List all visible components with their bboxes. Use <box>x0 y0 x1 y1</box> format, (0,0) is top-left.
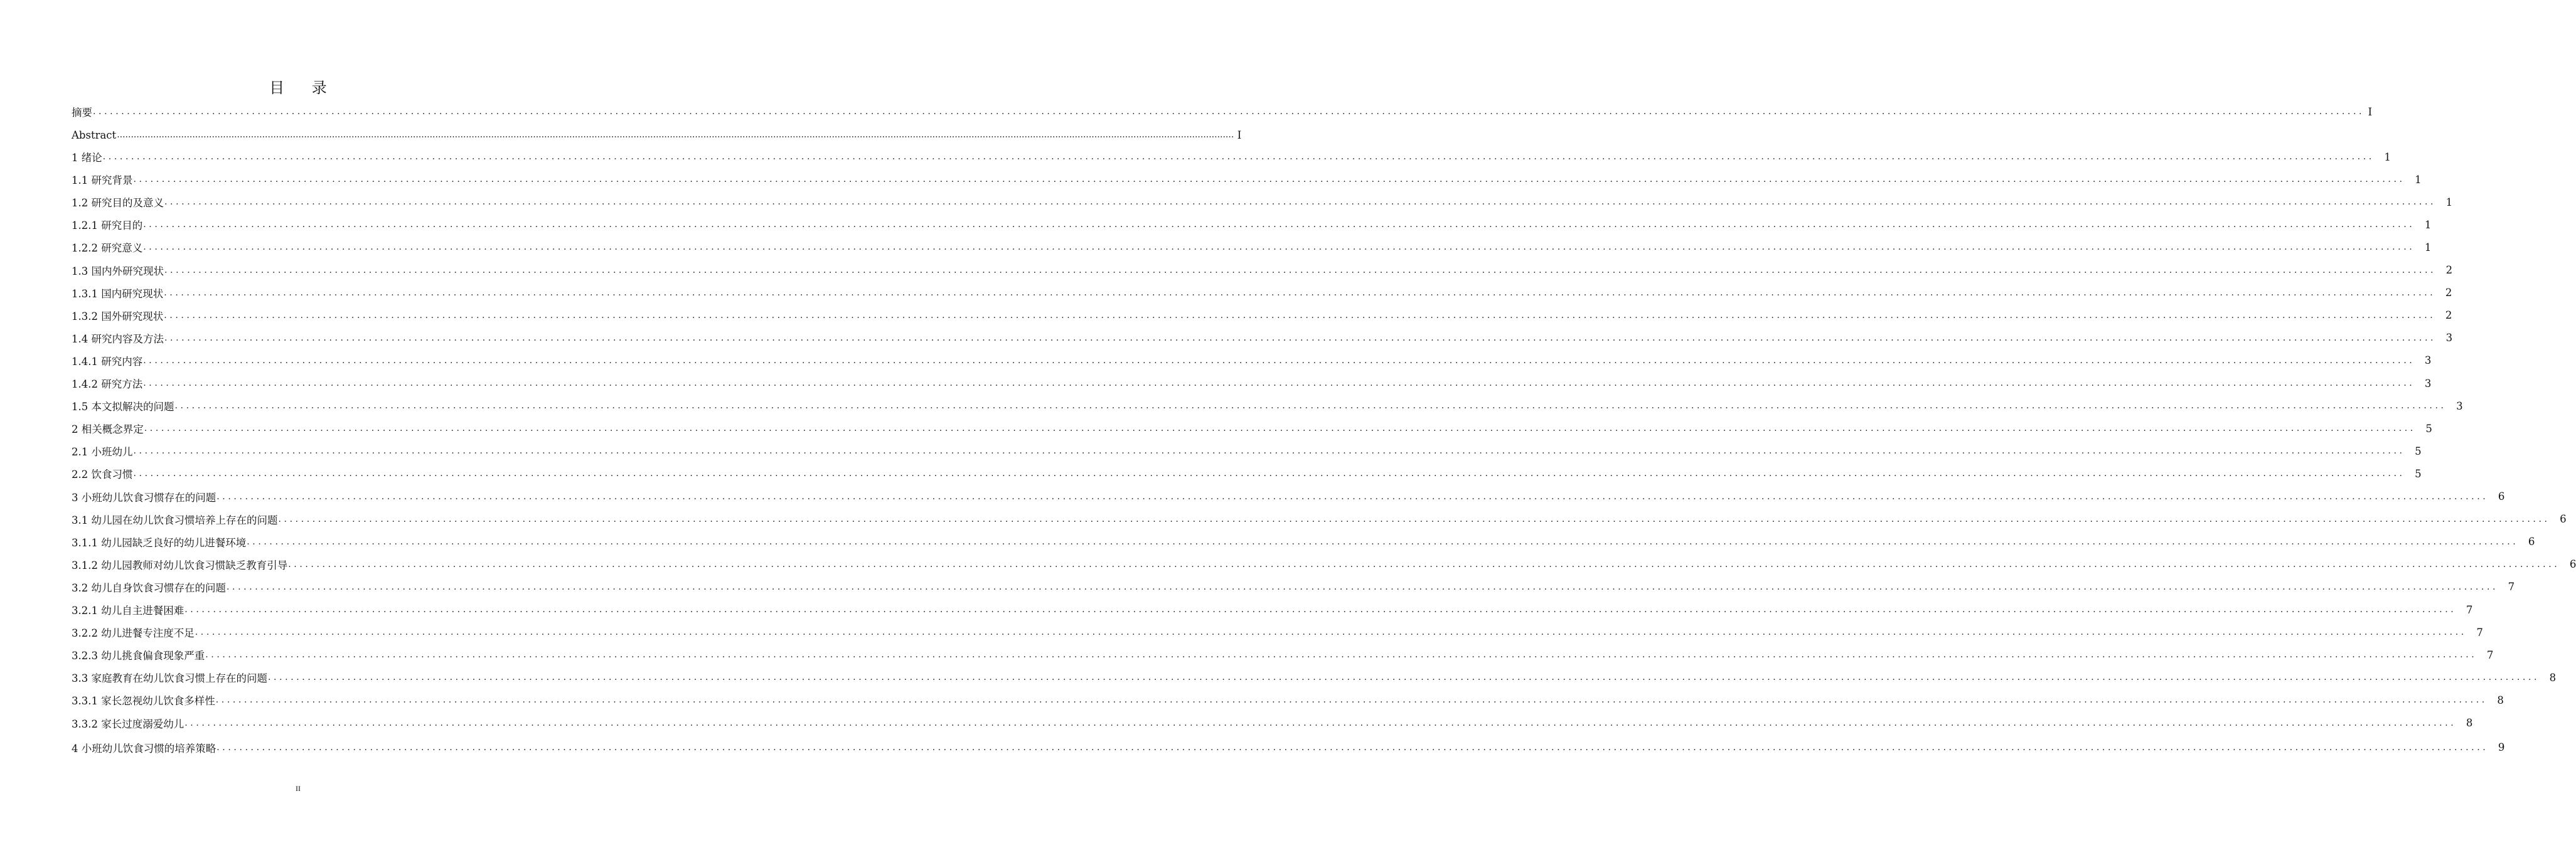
toc-entry[interactable] <box>72 736 2505 759</box>
toc-entry-label: 3.1 幼儿园在幼儿饮食习惯培养上存在的问题 <box>72 514 278 526</box>
toc-entry-page: 7 <box>2508 581 2515 593</box>
toc-entry[interactable] <box>72 508 2567 531</box>
toc-entry-label: 3.2.2 幼儿进餐专注度不足 <box>72 627 195 640</box>
toc-entry[interactable] <box>72 259 2453 282</box>
toc-entry-page: 7 <box>2486 649 2494 661</box>
toc-entry[interactable] <box>72 598 2473 621</box>
toc-entry[interactable] <box>72 349 2432 372</box>
toc-entry-page: 1 <box>2384 151 2391 163</box>
toc-entry[interactable] <box>72 168 2422 191</box>
toc-entry[interactable] <box>72 146 2391 168</box>
toc-entry[interactable] <box>72 372 2432 395</box>
toc-entry-page: 3 <box>2456 400 2463 412</box>
toc-entry-page: 6 <box>2528 536 2535 548</box>
toc-entry-label: 1.3.2 国外研究现状 <box>72 310 164 322</box>
toc-leader-dots: ................................................................................................................................................................................................................................................................................................................................................................................................................ <box>174 401 2447 411</box>
toc-leader-dots: ................................................................................................................................................................................................................................................................................................................................................................................................................ <box>102 152 2375 162</box>
toc-leader-dots: ................................................................................................................................................................................................................................................................................................................................................................................................................ <box>143 355 2415 366</box>
toc-leader-dots: ................................................................................................................................................................................................................................................................................................................................................................................................................ <box>278 514 2550 524</box>
toc-entry-page: 1 <box>2424 241 2432 253</box>
toc-entry[interactable] <box>72 666 2557 689</box>
toc-entry-label: 1.3.1 国内研究现状 <box>72 287 164 300</box>
page-title: 目 录 <box>269 79 338 97</box>
toc-entry-page: I <box>1237 129 1242 141</box>
toc-leader-dots: ................................................................................................................................................................................................................................................................................................................................................................................................................ <box>143 220 2415 230</box>
toc-entry[interactable] <box>72 440 2422 462</box>
toc-entry-page: 3 <box>2424 377 2432 390</box>
toc-leader-dots: ................................................................................................................................................................................................................................................................................................................................................................................................................ <box>184 718 2457 728</box>
toc-leader-dots: ................................................................................................................................................................................................................................................................................................................................................................................................................ <box>195 627 2467 638</box>
toc-entry-label: 2.2 饮食习惯 <box>72 469 133 481</box>
toc-entry-label: 3.3.2 家长过度溺爱幼儿 <box>72 718 184 730</box>
toc-entry-label: 1.1 研究背景 <box>72 174 133 187</box>
toc-entry-page: 1 <box>2415 173 2422 186</box>
toc-entry-label: 1.4.2 研究方法 <box>72 378 143 390</box>
toc-leader-dots: ................................................................................................................................................................................................................................................................................................................................................................................................................ <box>216 742 2489 753</box>
toc-entry-page: 8 <box>2466 717 2473 729</box>
toc-leader-dots: ................................................................................................................................................................................................................................................................................................................................................................................................................ <box>144 423 2416 434</box>
toc-leader-dots: ................................................................................................................................................................................................................................................................................................................................................................................................................ <box>215 695 2488 706</box>
toc-leader-dots: ................................................................................................................................................................................................................................................................................................................................................................................................................ <box>227 581 2499 592</box>
toc-leader-dots: ................................................................................................................................................................................................................................................................................................................................................................................................................ <box>133 174 2405 185</box>
toc-entry-label: 1.2.2 研究意义 <box>72 242 143 255</box>
toc-leader-dots: ................................................................................................................................................................................................................................................................................................................................................................................................................ <box>184 605 2457 615</box>
toc-entry-label: 3 小班幼儿饮食习惯存在的问题 <box>72 491 216 504</box>
toc-entry[interactable] <box>72 644 2494 666</box>
toc-entry-label: 3.3 家庭教育在幼儿饮食习惯上存在的问题 <box>72 672 267 685</box>
toc-leader-dots: ................................................................................................................................................................................................................................................................................................................................................................................................................ <box>143 242 2415 253</box>
toc-entry-page: 1 <box>2445 196 2453 208</box>
toc-entry-label: 1 绪论 <box>72 152 102 164</box>
toc-entry-label: 3.3.1 家长忽视幼儿饮食多样性 <box>72 695 215 708</box>
toc-leader-dots: ................................................................................................................................................................................................................................................................................................................................................................................................................ <box>205 650 2477 660</box>
toc-entry-label: 1.4 研究内容及方法 <box>72 332 164 345</box>
toc-entry-page: 1 <box>2424 218 2432 231</box>
toc-entry[interactable] <box>72 124 1242 146</box>
toc-entry-label: 1.4.1 研究内容 <box>72 355 143 368</box>
toc-entry-label: 3.2 幼儿自身饮食习惯存在的问题 <box>72 581 226 594</box>
toc-entry-page: 6 <box>2498 490 2505 502</box>
toc-leader-dots: ................................................................................................................................................................................................................................................................................................................................................................................................................ <box>268 672 2540 683</box>
toc-entry[interactable] <box>72 100 2373 123</box>
toc-entry[interactable] <box>72 462 2422 485</box>
toc-entry-page: 5 <box>2425 422 2432 435</box>
toc-entry-label: 1.2.1 研究目的 <box>72 220 143 232</box>
toc-entry[interactable] <box>72 395 2463 417</box>
toc-entry[interactable] <box>72 191 2453 213</box>
footer-page-number: II <box>296 784 301 793</box>
toc-leader-dots: ................................................................................................................................................................................................................................................................................................................................................................................................................ <box>247 536 2519 547</box>
toc-entry[interactable] <box>72 236 2432 258</box>
toc-entry-page: 8 <box>2549 671 2557 684</box>
toc-entry-page: 6 <box>2569 558 2576 571</box>
toc-entry-label: 3.1.2 幼儿园教师对幼儿饮食习惯缺乏教育引导 <box>72 559 288 571</box>
toc-leader-dots: ................................................................................................................................................................................................................................................................................................................................................................................................................ <box>133 446 2405 457</box>
toc-leader-dots: ................................................................................................................................................................................................................................................................................................................................................................................................................ <box>164 265 2437 275</box>
toc-leader-dots: ................................................................................................................................................................................................................................................................................................................................................................................................................ <box>133 469 2405 479</box>
toc-entry-page: 9 <box>2498 741 2505 754</box>
toc-leader-dots: ................................................................................................................................................................................................................................................................................................................................................................................................................ <box>143 378 2415 388</box>
toc-leader-dots: ................................................................................................................................................................................................................................................................................................................................................................................................................ <box>288 559 2560 570</box>
toc-entry-label: 2.1 小班幼儿 <box>72 446 133 459</box>
toc-entry-page: 2 <box>2445 287 2452 299</box>
toc-entry[interactable] <box>72 689 2504 711</box>
toc-entry-label: 2 相关概念界定 <box>72 423 144 436</box>
toc-entry[interactable] <box>72 417 2432 440</box>
toc-entry[interactable] <box>72 304 2452 327</box>
toc-entry[interactable] <box>72 576 2515 598</box>
toc-leader-dots: ................................................................................................................................................................................................................................................................................................................................................................................................................ <box>164 197 2437 208</box>
toc-entry[interactable] <box>72 213 2432 236</box>
toc-entry-page: 3 <box>2445 332 2453 344</box>
toc-entry-page: 5 <box>2415 467 2422 480</box>
toc-entry[interactable] <box>72 485 2505 508</box>
toc-entry-label: 摘要 <box>72 107 92 119</box>
toc-leader-dots: ................................................................................................................................................................................................................................................................................................................................................................................................................ <box>93 107 2365 117</box>
toc-leader-dots: ................................................................................................................................................................................................................................................................................................................................................................................................................ <box>117 130 1234 140</box>
toc-entry-label: 1.3 国内外研究现状 <box>72 265 164 277</box>
toc-entry-page: 6 <box>2560 513 2567 526</box>
toc-entry[interactable] <box>72 531 2535 553</box>
toc-entry-page: 2 <box>2445 264 2453 276</box>
toc-entry-page: 3 <box>2424 354 2432 367</box>
toc-entry-label: 3.1.1 幼儿园缺乏良好的幼儿进餐环境 <box>72 536 247 549</box>
toc-entry-page: 7 <box>2476 626 2483 639</box>
toc-leader-dots: ................................................................................................................................................................................................................................................................................................................................................................................................................ <box>164 287 2436 298</box>
toc-entry-label: 3.2.3 幼儿挑食偏食现象严重 <box>72 650 205 662</box>
toc-entry[interactable] <box>72 621 2483 644</box>
toc-entry-label: Abstract <box>72 129 117 141</box>
toc-entry-label: 1.2 研究目的及意义 <box>72 197 164 209</box>
toc-leader-dots: ................................................................................................................................................................................................................................................................................................................................................................................................................ <box>216 491 2489 502</box>
toc-entry-page: 7 <box>2466 603 2473 616</box>
toc-entry[interactable] <box>72 282 2452 304</box>
toc-entry-page: 2 <box>2445 309 2452 322</box>
toc-entry-page: I <box>2368 105 2373 118</box>
toc-entry-label: 3.2.1 幼儿自主进餐困难 <box>72 605 184 617</box>
toc-leader-dots: ................................................................................................................................................................................................................................................................................................................................................................................................................ <box>164 310 2436 321</box>
toc-entry[interactable] <box>72 712 2473 734</box>
toc-entry[interactable] <box>72 553 2576 576</box>
toc-entry[interactable] <box>72 327 2453 349</box>
toc-entry-page: 8 <box>2497 694 2504 706</box>
toc-entry-label: 4 小班幼儿饮食习惯的培养策略 <box>72 742 216 755</box>
toc-entry-page: 5 <box>2415 445 2422 457</box>
toc-entry-label: 1.5 本文拟解决的问题 <box>72 401 174 413</box>
toc-leader-dots: ................................................................................................................................................................................................................................................................................................................................................................................................................ <box>164 332 2437 343</box>
